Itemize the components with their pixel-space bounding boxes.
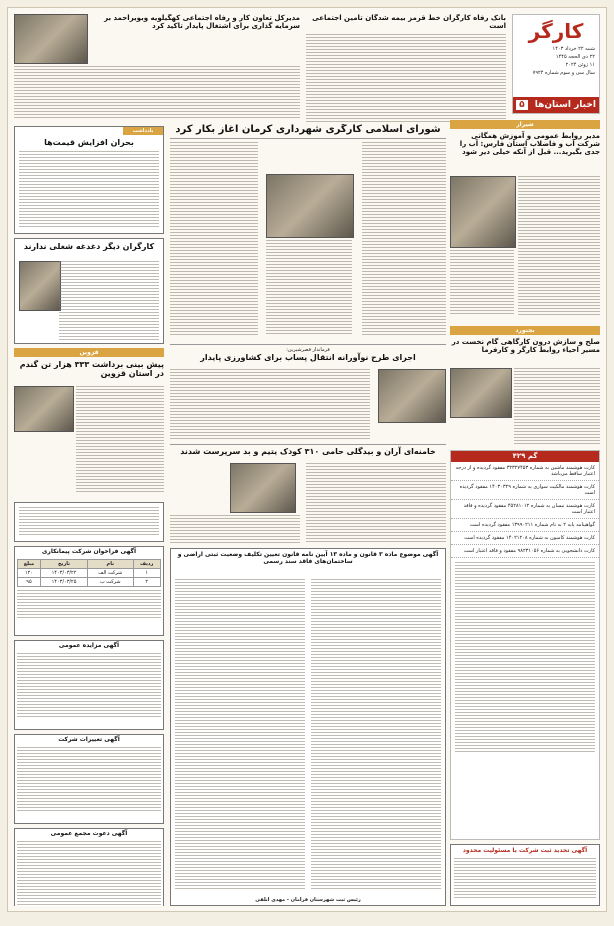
kohgiluyeh-story-headline: مدیرکل تعاون کار و رفاه اجتماعی کهگیلویه وبویراحمد بر سرمایه گذاری برای اشتغال پایدار تاکید کرد xyxy=(104,14,300,31)
editorial-headline: بحران افزایش قیمت‌ها xyxy=(44,138,134,147)
left-small-notice xyxy=(14,502,164,542)
lost-doc-item: کارت هوشمند کامیون به شماره ۱۴۰۲۱۲۰۸ مفقود گردیده است xyxy=(451,532,599,545)
lost-doc-item: کارت هوشمند ماشین به شماره ۳۲۳۲۷۴۵۳ مفقود گردیده و از درجه اعتبار ساقط می‌باشد xyxy=(451,462,599,481)
small-ad: آگهی فراخوان شرکت پیمانکاری ردیف نام تاریخ مبلغ ۱ شرکت الف ۱۴۰۳/۰۳/۲۲ ۱۲۰ ۲ شرکت ب ۱۴۰۳/۰۳/۲۵ ۹۵ xyxy=(14,546,164,636)
bojnourd-headline: صلح و سازش درون کارگاهی گام نخست در مسیر احیاء روابط کارگر و کارفرما xyxy=(451,338,600,355)
shiraz-headline: مدیر روابط عمومی و آموزش همگانی شرکت آب و فاضلاب استان فارس: آب را جدی بگیرید... قبل از آنکه خیلی دیر شود xyxy=(459,132,600,157)
registry-notice-title: آگهی موضوع ماده ۳ قانون و ماده ۱۳ آیین نامه قانون تعیین تکلیف وضعیت ثبتی اراضی و ساختمان‌های فاقد سند رسمی xyxy=(177,551,439,565)
interview-portrait xyxy=(19,261,61,311)
qazvin-section-bar: قزوین xyxy=(14,348,164,357)
interview-headline: کارگران دیگر دغدغه شغلی ندارند xyxy=(23,242,155,251)
charity-headline: خامنه‌ای آران و بیدگلی حامی ۳۱۰ کودک یتیم و بد سرپرست شدند xyxy=(180,447,436,456)
kohgiluyeh-story xyxy=(14,14,300,122)
newspaper-page xyxy=(7,7,607,912)
charity-story xyxy=(170,444,446,544)
qazvin-section xyxy=(14,348,164,498)
lost-doc-item: کارت هوشمند نیسان به شماره ۴۵۲۸۱۰۱۲ مفقود گردیده و فاقد اعتبار است xyxy=(451,500,599,519)
page-title: اخبار استان‌ها ۵ xyxy=(513,97,599,113)
shiraz-section xyxy=(450,120,600,320)
qazvin-photo xyxy=(14,386,74,432)
qasr-shirin-headline: اجرای طرح نوآورانه انتقال پساب برای کشاورزی پایدار xyxy=(200,353,416,362)
bottom-right-notice xyxy=(450,844,600,906)
qasr-shirin-kicker: فرماندار قصرشیرین: xyxy=(286,347,330,353)
masthead xyxy=(512,14,600,114)
kerman-story xyxy=(170,124,446,338)
bank-story-headline: بانک رفاه کارگران خط قرمز بیمه شدگان تامین اجتماعی است xyxy=(312,14,506,31)
editorial-box xyxy=(14,126,164,234)
lost-documents xyxy=(450,450,600,840)
qasr-shirin-photo xyxy=(378,369,446,423)
bottom-right-notice-title: آگهی تجدید ثبت شرکت با مسئولیت محدود xyxy=(462,847,588,854)
registry-notice xyxy=(170,548,446,906)
lost-doc-item: کارت هوشمند مالکیت سواری به شماره ۱۴۰۳۰۳۲۹ مفقود گردیده است xyxy=(451,481,599,500)
charity-photo xyxy=(230,463,296,513)
registry-notice-footer: رئیس ثبت شهرستان قرامان - مهدی انلفی xyxy=(255,897,361,903)
qasr-shirin-story xyxy=(170,344,446,440)
masthead-info: شنبه ۲۲ خرداد ۱۴۰۳ ۲۲ ذی الحجه ۱۴۴۵ ۱۱ ژوئن ۲۰۲۴ سال سی و سوم شماره ۷۹۲۴ xyxy=(532,46,595,76)
masthead-logo: کارگر xyxy=(528,19,584,43)
left-ads-column xyxy=(14,546,164,906)
bojnourd-photo xyxy=(450,368,512,418)
lost-doc-item: کارت دانشجویی به شماره ۹۸۲۳۱۰۵۶ مفقود و فاقد اعتبار است xyxy=(451,545,599,558)
bojnourd-section-bar: بجنورد xyxy=(450,326,600,335)
kerman-meeting-photo xyxy=(266,174,354,238)
bank-story xyxy=(306,14,506,122)
small-ad: آگهی دعوت مجمع عمومی xyxy=(14,828,164,906)
kerman-headline: شورای اسلامی کارگری شهرداری کرمان آغاز بکار کرد xyxy=(170,124,446,139)
small-ad: آگهی مزایده عمومی xyxy=(14,640,164,730)
bojnourd-section xyxy=(450,326,600,446)
shiraz-photo xyxy=(450,176,516,248)
editorial-section-bar: یادداشت xyxy=(123,127,163,135)
lost-documents-title: گم ۴۲۹ xyxy=(451,451,599,462)
interview-box xyxy=(14,238,164,344)
lost-doc-item: گواهینامه پایه ۲ به نام شماره ۱۳۹۹۰۲۱۱ مفقود گردیده است xyxy=(451,519,599,532)
small-ad: آگهی تغییرات شرکت xyxy=(14,734,164,824)
ad-table: ردیف نام تاریخ مبلغ ۱ شرکت الف ۱۴۰۳/۰۳/۲۲ ۱۲۰ ۲ شرکت ب ۱۴۰۳/۰۳/۲۵ ۹۵ xyxy=(17,559,161,587)
qazvin-headline: پیش بینی برداشت ۳۳۳ هزار تن گندم در استان قزوین xyxy=(19,360,164,379)
shiraz-section-bar: شیراز xyxy=(450,120,600,129)
page-number: ۵ xyxy=(516,100,528,110)
officials-photo xyxy=(14,14,88,64)
